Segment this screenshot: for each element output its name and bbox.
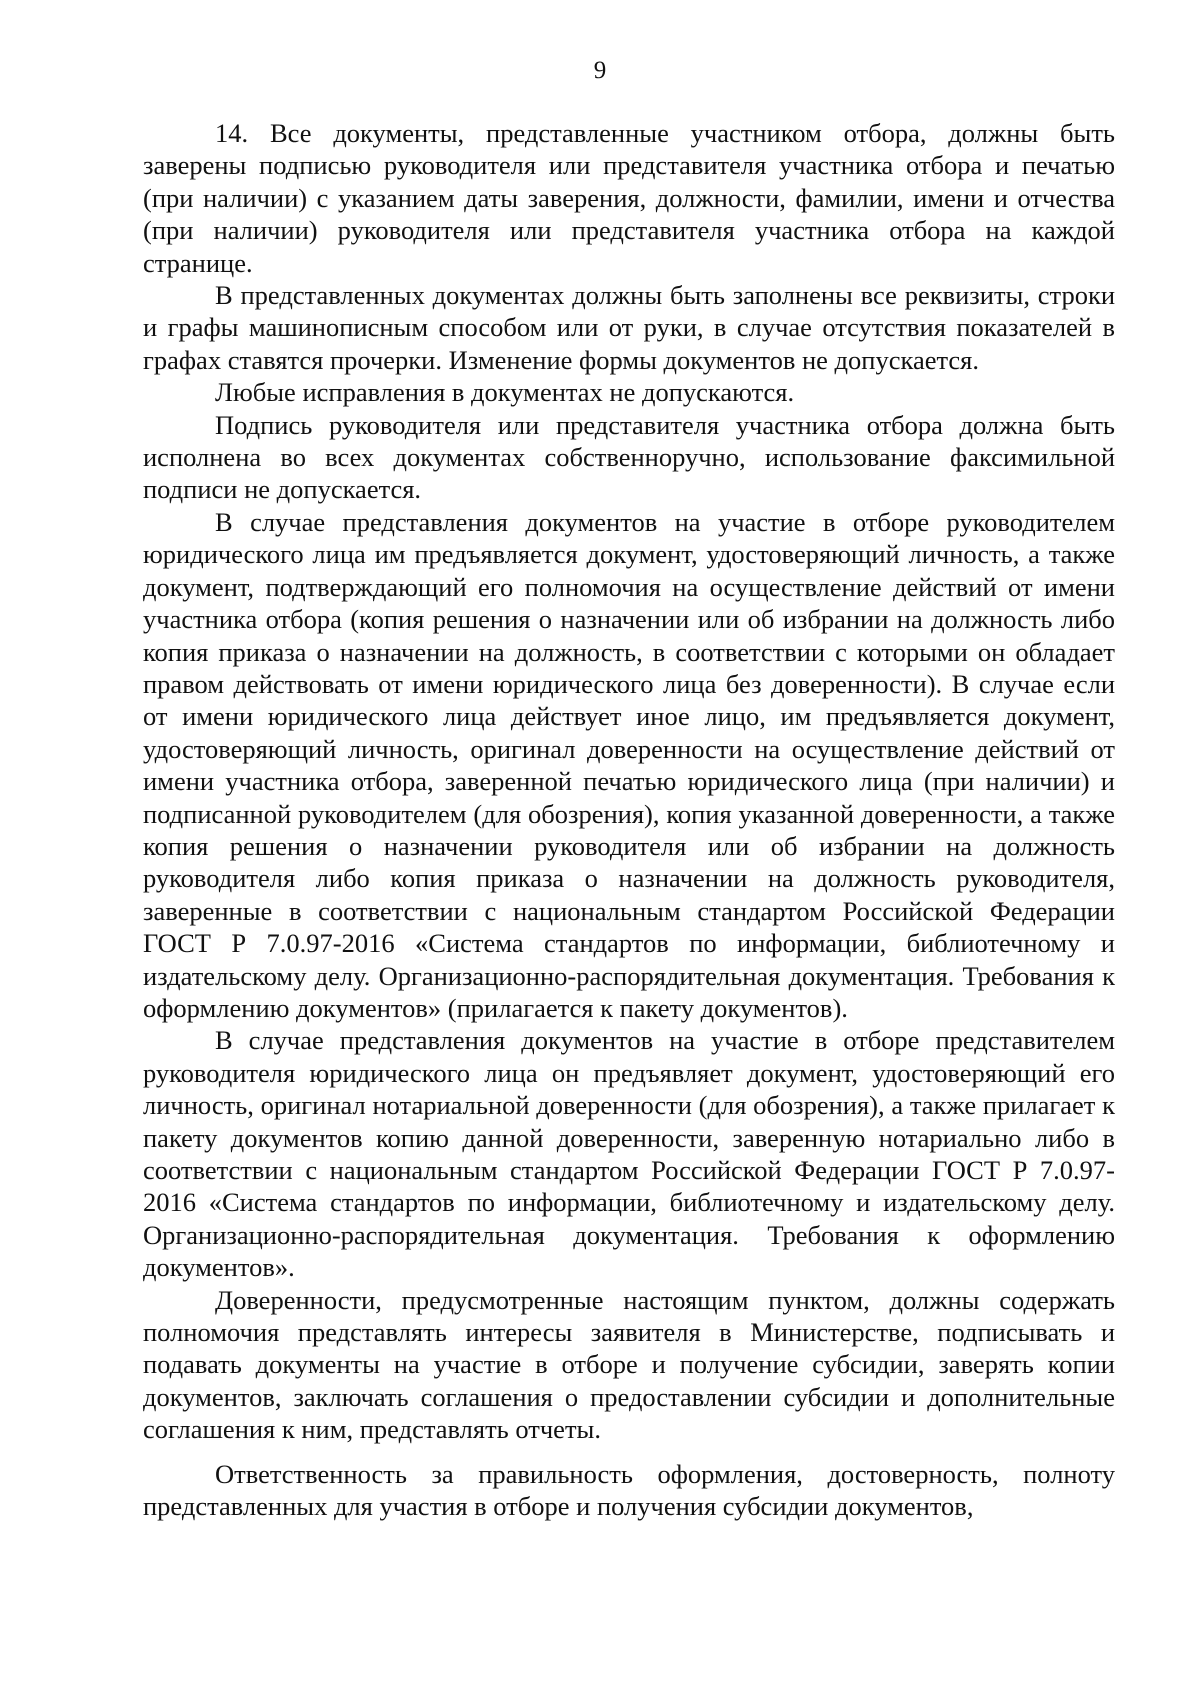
paragraph-head-submission: В случае представления документов на участие в отборе руководителем юридического лица им предъявляется документ, удостоверяющий личность, а также документ, подтверждающий его полномочия на осуществление действий от имени участника отбора (копия решения о назначении или об избрании на должность либо копия приказа о назначении на должность, в соответствии с которыми он обладает правом действовать от имени юридического лица без доверенности). В случае если от имени юридического лица действует иное лицо, им предъявляется документ, удостоверяющий личность, оригинал доверенности на осуществление действий от имени участника отбора, заверенной печатью юридического лица (при наличии) и подписанной руководителем (для обозрения), копия указанной доверенности, а также копия решения о назначении руководителя или об избрании на должность руководителя либо копия приказа о назначении на должность руководителя, заверенные в соответствии с национальным стандартом Российской Федерации ГОСТ Р 7.0.97-2016 «Система стандартов по информации, библиотечному и издательскому делу. Организационно-распорядительная документация. Требования к оформлению документов» (прилагается к пакету документов). [143,506,1115,1023]
document-body [143,117,1115,1522]
page-number: 9 [593,57,607,84]
paragraph-responsibility: Ответственность за правильность оформления, достоверность, полноту представленных для участия в отборе и получения субсидии документов, [143,1458,1115,1522]
paragraph-representative-submission: В случае представления документов на участие в отборе представителем руководителя юридического лица он предъявляет документ, удостоверяющий его личность, оригинал нотариальной доверенности (для обозрения), а также прилагает к пакету документов копию данной доверенности, заверенную нотариально либо в соответствии с национальным стандартом Российской Федерации ГОСТ Р 7.0.97-2016 «Система стандартов по информации, библиотечному и издательскому делу. Организационно-распорядительная документация. Требования к оформлению документов». [143,1025,1115,1283]
paragraph-signature: Подпись руководителя или представителя участника отбора должна быть исполнена во всех документах собственноручно, использование факсимильной подписи не допускается. [143,409,1115,505]
paragraph-power-of-attorney: Доверенности, предусмотренные настоящим пунктом, должны содержать полномочия представлять интересы заявителя в Министерстве, подписывать и подавать документы на участие в отборе и получение субсидии, заверять копии документов, заключать соглашения о предоставлении субсидии и дополнительные соглашения к ним, представлять отчеты. [143,1284,1115,1445]
paragraph-corrections: Любые исправления в документах не допускаются. [215,377,795,408]
paragraph-requisites: В представленных документах должны быть заполнены все реквизиты, строки и графы машинописным способом или от руки, в случае отсутствия показателей в графах ставятся прочерки. Изменение формы документов не допускается. [143,280,1115,375]
paragraph-item-14: 14. Все документы, представленные участником отбора, должны быть заверены подписью руководителя или представителя участника отбора и печатью (при наличии) с указанием даты заверения, должности, фамилии, имени и отчества (при наличии) руководителя или представителя участника отбора на каждой странице. [143,118,1115,278]
